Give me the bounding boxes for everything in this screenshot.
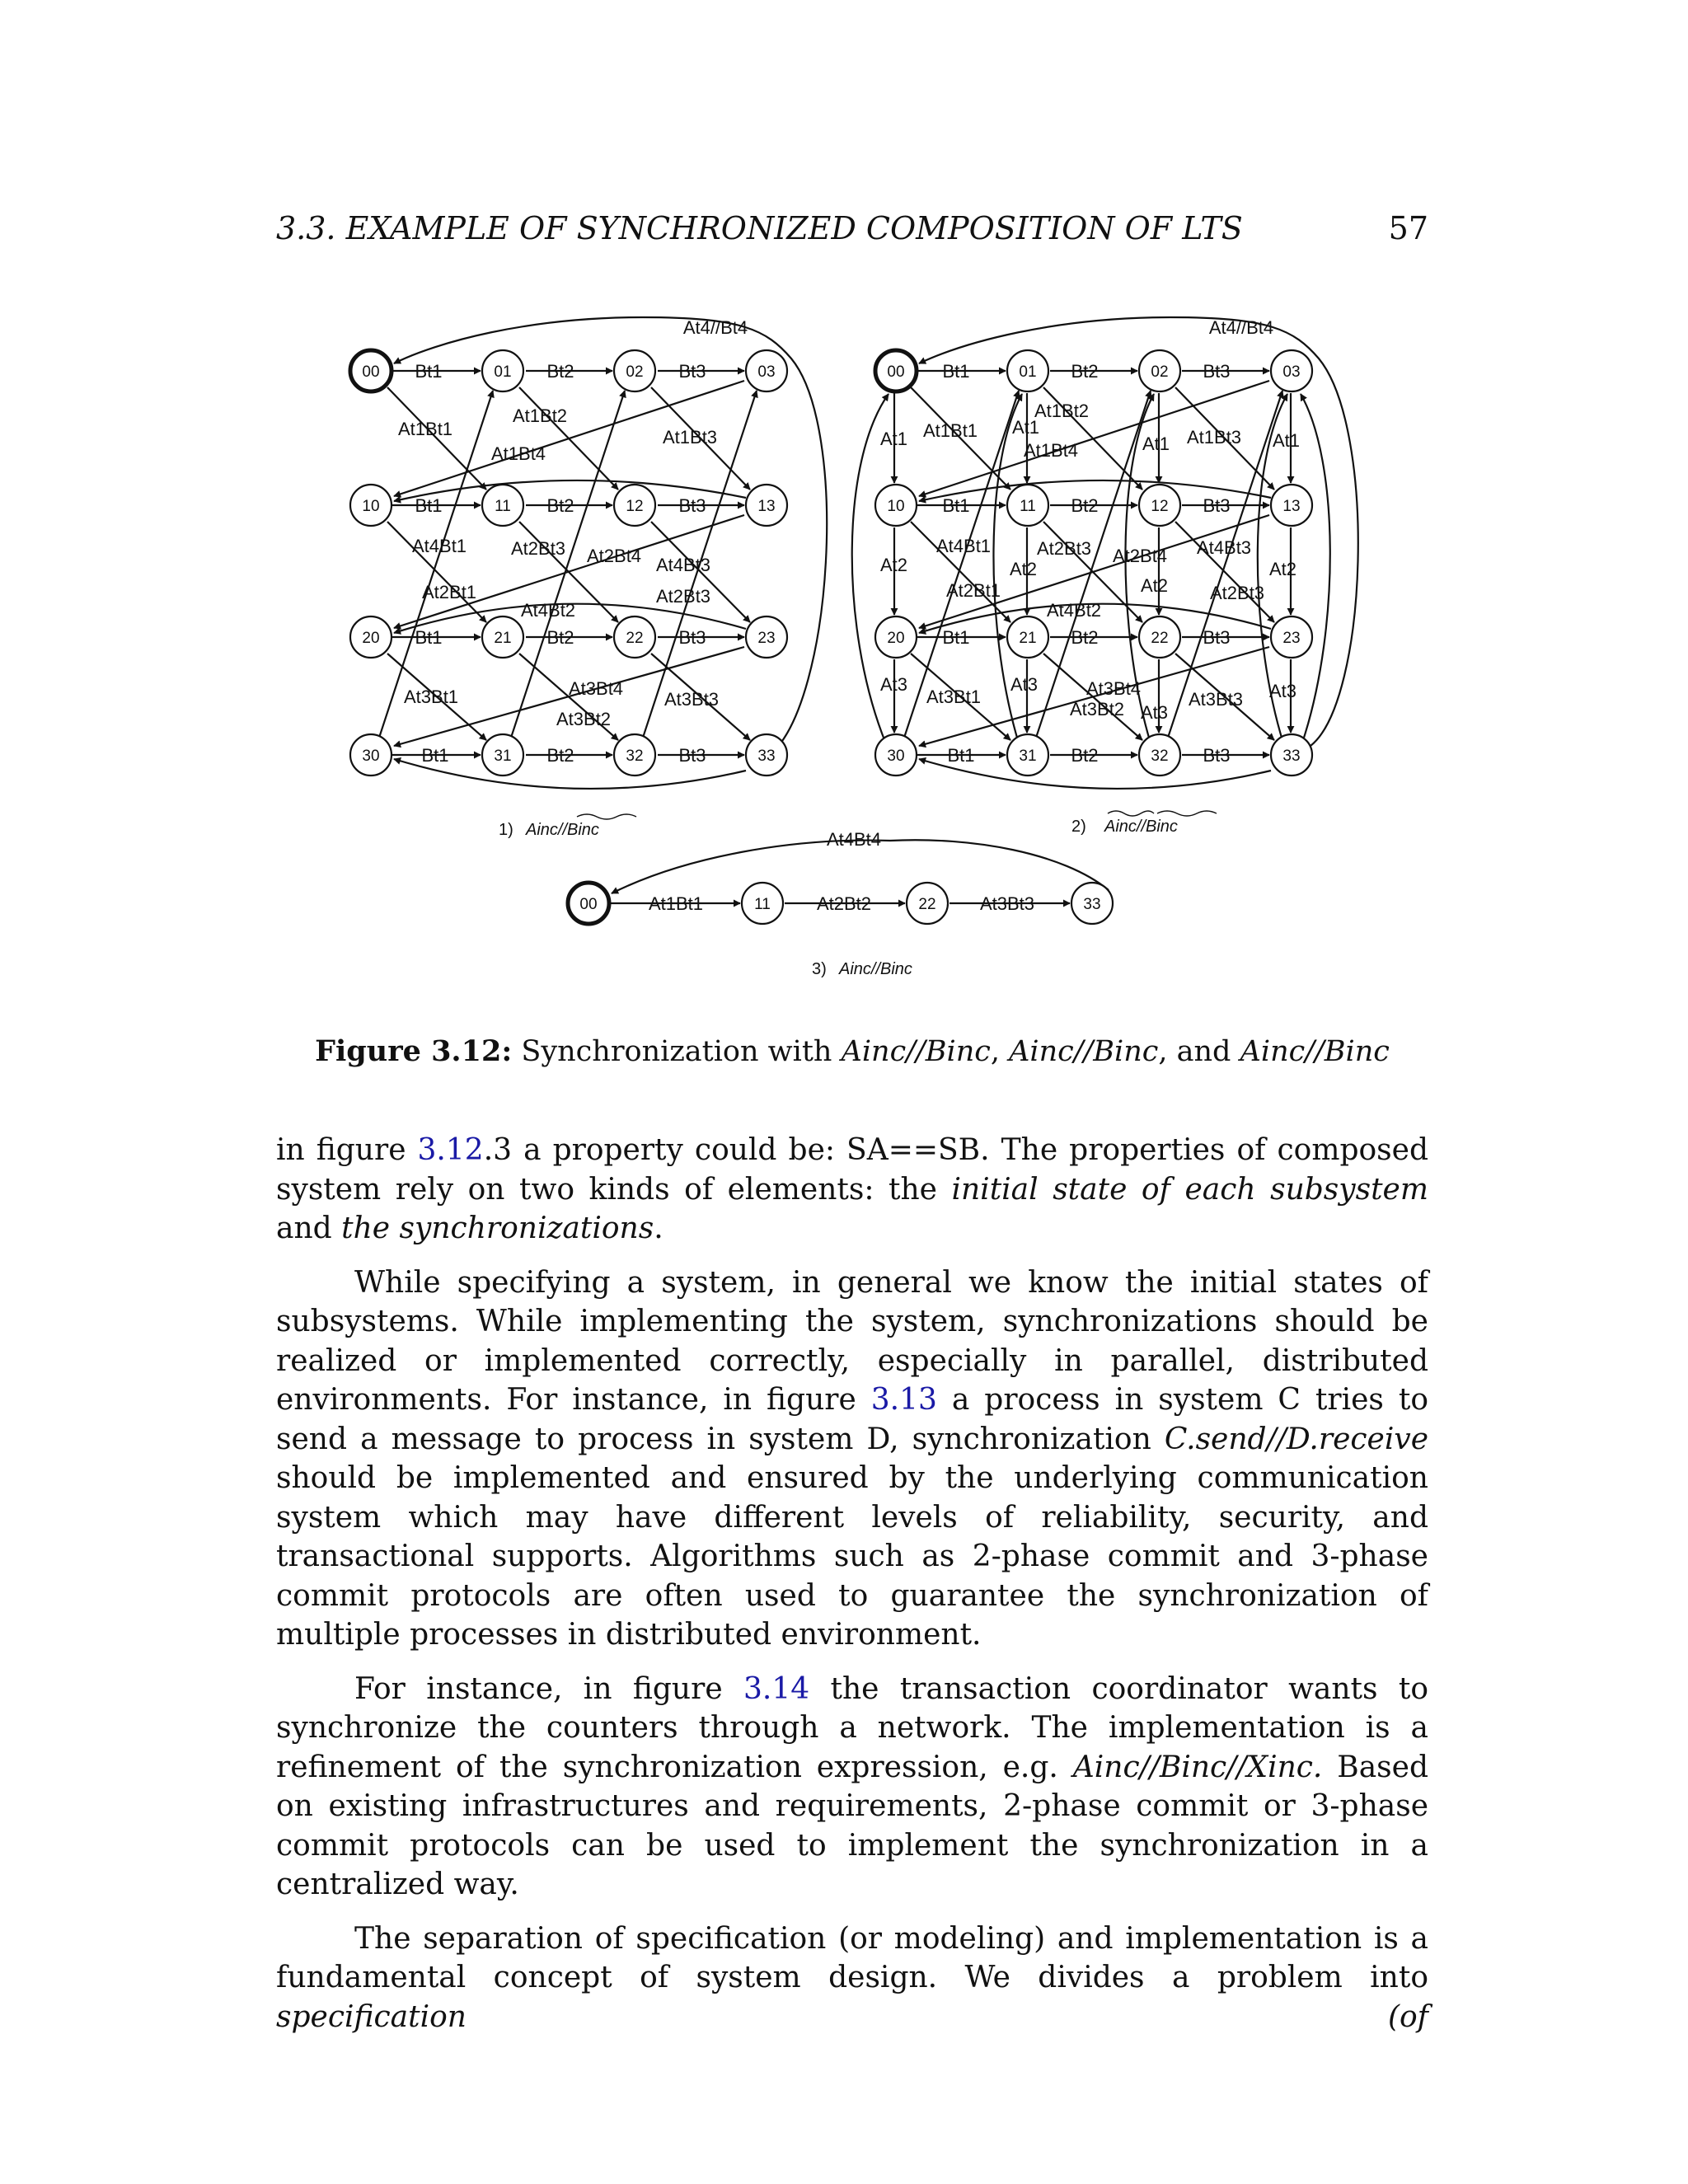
p2-row-label: Bt1 xyxy=(942,627,970,648)
text-run: .3 a property could be: SA==SB. The properties of composed system rely on two kinds of elements: the xyxy=(276,1133,1428,1207)
state-node-label: 10 xyxy=(362,498,380,515)
p1-top-label: At4//Bt4 xyxy=(682,317,748,338)
state-node-label: 02 xyxy=(1151,363,1169,381)
p2-col-label: At3 xyxy=(1141,702,1169,723)
p2-sync-label: At3Bt2 xyxy=(1070,699,1125,719)
paragraph xyxy=(276,1919,1428,2037)
emphasis: Ainc//Binc//Xinc. xyxy=(1072,1750,1323,1784)
caption-expr: Ainc//Binc xyxy=(1009,1035,1159,1068)
state-node-label: 13 xyxy=(1282,498,1301,515)
paragraph xyxy=(276,1670,1428,1905)
figure-ref-link[interactable]: 3.12 xyxy=(417,1133,484,1167)
p2-sync-label: At3Bt4 xyxy=(1086,678,1142,699)
state-node-label: 11 xyxy=(1020,498,1036,515)
text-run: the transaction coordinator wants to synchronize the counters through a network. The implementation is a refinement of the synchronization expression, e.g. xyxy=(276,1671,1428,1784)
p2-sync-label: At4Bt2 xyxy=(1047,600,1102,621)
state-node-label: 30 xyxy=(362,748,380,765)
p2-row-label: Bt2 xyxy=(1071,745,1099,766)
text-run: . xyxy=(654,1212,663,1245)
state-node-label: 23 xyxy=(1282,630,1301,647)
p2-col-label: At3 xyxy=(880,674,908,695)
p2-top-label: At4//Bt4 xyxy=(1208,317,1274,338)
p1-sync-label: At2Bt3 xyxy=(511,538,566,559)
p2-col-label: At1 xyxy=(1273,430,1301,451)
p2-sync-label: At1Bt4 xyxy=(1024,440,1079,461)
state-node-label: 22 xyxy=(626,630,644,647)
p2-row-label: Bt2 xyxy=(1071,495,1099,516)
p1-row-label: Bt2 xyxy=(546,627,574,648)
p1-row-label: Bt2 xyxy=(546,361,574,382)
state-node-label: 10 xyxy=(887,498,905,515)
p2-row-label: Bt1 xyxy=(942,361,970,382)
p1-row-label: Bt2 xyxy=(546,745,574,766)
p1-row-label: Bt1 xyxy=(415,495,443,516)
state-node-label: 33 xyxy=(1083,896,1101,913)
state-node-label: 20 xyxy=(887,630,905,647)
figure-3-12 xyxy=(0,0,1688,1014)
section-title: 3.3. EXAMPLE OF SYNCHRONIZED COMPOSITION OF LTS xyxy=(276,210,1243,246)
state-node-label: 33 xyxy=(1282,748,1301,765)
state-node-label: 23 xyxy=(757,630,776,647)
p2-sync-label: At2Bt1 xyxy=(946,580,1001,601)
p2-col-label: At1 xyxy=(1012,417,1040,438)
state-node-label: 33 xyxy=(757,748,776,765)
state-node-label: 03 xyxy=(757,363,776,381)
text-run: While specifying a system, in general we know the initial states of subsystems. While implementing the system, synchronizations should be realized or implemented correctly, especially in parallel, distributed environments. For instance, in figure xyxy=(276,1265,1428,1417)
body-text xyxy=(276,1131,1428,2051)
state-node-label: 02 xyxy=(626,363,644,381)
p2-sync-label: At2Bt3 xyxy=(1037,538,1092,559)
p1-row-label: Bt1 xyxy=(421,745,449,766)
figure-caption: Figure 3.12: Synchronization with Ainc//Binc, Ainc//Binc, and Ainc//Binc xyxy=(315,1034,1390,1068)
p3-edge-label: At3Bt3 xyxy=(979,893,1035,914)
p3-edge-label: At1Bt1 xyxy=(648,893,704,914)
p2-row-label: Bt1 xyxy=(942,495,970,516)
p1-sync-label: At2Bt1 xyxy=(422,582,477,602)
caption-and: and xyxy=(1176,1035,1231,1068)
p1-sync-label: At2Bt4 xyxy=(587,546,642,566)
state-node-label: 12 xyxy=(626,498,644,515)
p1-sync-label: At1Bt1 xyxy=(398,419,453,439)
text-run: Based on existing infrastructures and requirements, 2-phase commit or 3-phase commit protocols can be used to implement the synchronization in a centralized way. xyxy=(276,1750,1429,1901)
p2-sync-label: At2Bt3 xyxy=(1210,583,1265,603)
state-node-label: 31 xyxy=(494,748,512,765)
state-node-label: 21 xyxy=(494,630,512,647)
state-node-label: 00 xyxy=(887,363,905,381)
p1-sync-label: At3Bt4 xyxy=(569,678,624,699)
caption-expr: Ainc//Binc xyxy=(841,1035,991,1068)
p2-col-label: At3 xyxy=(1010,674,1039,695)
p2-sync-label: At3Bt1 xyxy=(926,687,982,707)
state-node-label: 11 xyxy=(754,896,771,913)
state-node-label: 03 xyxy=(1282,363,1301,381)
p1-row-label: Bt3 xyxy=(678,361,706,382)
text-run: a process in system C tries to send a message to process in system D, synchronization xyxy=(276,1383,1428,1456)
p1-sync-label: At3Bt3 xyxy=(664,689,720,710)
p1-row-label: Bt1 xyxy=(415,361,443,382)
p1-sync-label: At1Bt3 xyxy=(663,427,718,448)
state-node-label: 00 xyxy=(362,363,380,381)
p2-label-num: 2) xyxy=(1071,818,1086,836)
emphasis: specification (of xyxy=(276,1999,1428,2034)
p2-sync-label: At1Bt1 xyxy=(923,420,978,441)
p2-col-label: At3 xyxy=(1269,681,1297,701)
text-run: should be implemented and ensured by the underlying communication system which may have different levels of reliability, security, and transactional supports. Algorithms such as 2-phase commit and 3-phase commit protocols are often used to guarantee the synchronization of multiple processes in distributed environment. xyxy=(276,1461,1428,1652)
p1-row-label: Bt3 xyxy=(678,745,706,766)
state-node-label: 01 xyxy=(1019,363,1037,381)
p1-sync-label: At4Bt1 xyxy=(412,536,467,556)
state-node-label: 12 xyxy=(1151,498,1169,515)
p2-sync-label: At3Bt3 xyxy=(1189,689,1244,710)
caption-expr: Ainc//Binc xyxy=(1240,1035,1390,1068)
p1-sync-label: At1Bt4 xyxy=(491,443,546,464)
p2-label-expr: Ainc//Binc xyxy=(1104,818,1178,836)
p1-sync-label: At4Bt3 xyxy=(656,555,711,575)
p2-sync-label: At4Bt3 xyxy=(1197,537,1252,558)
p2-sync-label: At4Bt1 xyxy=(936,536,992,556)
p2-col-label: At1 xyxy=(880,429,908,449)
state-node-label: 11 xyxy=(495,498,511,515)
p2-tilde-mark xyxy=(1108,811,1154,816)
text-run: and xyxy=(276,1212,342,1245)
p2-row-label: Bt3 xyxy=(1203,627,1231,648)
p2-col-label: At2 xyxy=(1269,559,1297,579)
text-run: For instance, in figure xyxy=(354,1671,743,1706)
text-run: The separation of specification (or modeling) and implementation is a fundamental concept of system design. We divides a problem into xyxy=(276,1921,1428,1994)
p2-sync-label: At1Bt3 xyxy=(1187,427,1242,448)
p2-row-label: Bt2 xyxy=(1071,627,1099,648)
state-node-label: 01 xyxy=(494,363,512,381)
state-node-label: 22 xyxy=(918,896,936,913)
p1-label-num: 1) xyxy=(499,821,513,839)
p2-col-label: At2 xyxy=(1141,575,1169,596)
p2-col-label: At2 xyxy=(880,555,908,575)
state-node-label: 21 xyxy=(1019,630,1037,647)
p2-sync-label: At1Bt2 xyxy=(1034,401,1090,421)
paragraph xyxy=(276,1263,1428,1655)
text-run: in figure xyxy=(276,1133,418,1167)
state-node-label: 30 xyxy=(887,748,905,765)
p1-sync-label: At3Bt2 xyxy=(556,709,612,729)
p2-row-label: Bt3 xyxy=(1203,745,1231,766)
p1-label-expr: Ainc//Binc xyxy=(526,821,599,839)
p3-top-label: At4Bt4 xyxy=(826,829,882,850)
p2-row-label: Bt3 xyxy=(1203,361,1231,382)
p1-row-label: Bt2 xyxy=(546,495,574,516)
state-node-label: 13 xyxy=(757,498,776,515)
p2-col-label: At2 xyxy=(1010,559,1038,579)
p1-tilde-mark xyxy=(577,814,636,819)
figure-ref-link[interactable]: 3.14 xyxy=(743,1671,810,1706)
p1-sync-label: At1Bt2 xyxy=(513,405,568,426)
caption-text: Synchronization with xyxy=(521,1035,832,1068)
state-node-label: 00 xyxy=(579,896,598,913)
p3-edge-label: At2Bt2 xyxy=(816,893,872,914)
p2-col-label: At1 xyxy=(1142,434,1170,454)
p2-sync-label: At2Bt4 xyxy=(1113,546,1168,566)
p1-sync-label: At3Bt1 xyxy=(404,687,459,707)
figure-label: Figure 3.12: xyxy=(315,1034,513,1068)
state-node-label: 32 xyxy=(1151,748,1169,765)
p1-sync-label: At4Bt2 xyxy=(521,600,576,621)
figure-ref-link[interactable]: 3.13 xyxy=(870,1383,937,1417)
p3-label-num: 3) xyxy=(812,960,827,978)
emphasis: initial state of each subsystem xyxy=(951,1172,1428,1207)
p1-row-label: Bt3 xyxy=(678,627,706,648)
paragraph xyxy=(276,1131,1428,1249)
state-node-label: 31 xyxy=(1019,748,1037,765)
p2-row-label: Bt2 xyxy=(1071,361,1099,382)
p2-tilde-mark xyxy=(1157,811,1217,816)
p1-row-label: Bt1 xyxy=(415,627,443,648)
emphasis: C.send//D.receive xyxy=(1164,1422,1428,1456)
p1-sync-label: At2Bt3 xyxy=(656,586,711,607)
p2-row-label: Bt3 xyxy=(1203,495,1231,516)
p1-row-label: Bt3 xyxy=(678,495,706,516)
page-number: 57 xyxy=(1388,210,1428,246)
emphasis: the synchronizations xyxy=(341,1212,654,1245)
state-node-label: 32 xyxy=(626,748,644,765)
p2-row-label: Bt1 xyxy=(947,745,975,766)
state-node-label: 22 xyxy=(1151,630,1169,647)
p3-label-expr: Ainc//Binc xyxy=(839,960,912,978)
state-node-label: 20 xyxy=(362,630,380,647)
